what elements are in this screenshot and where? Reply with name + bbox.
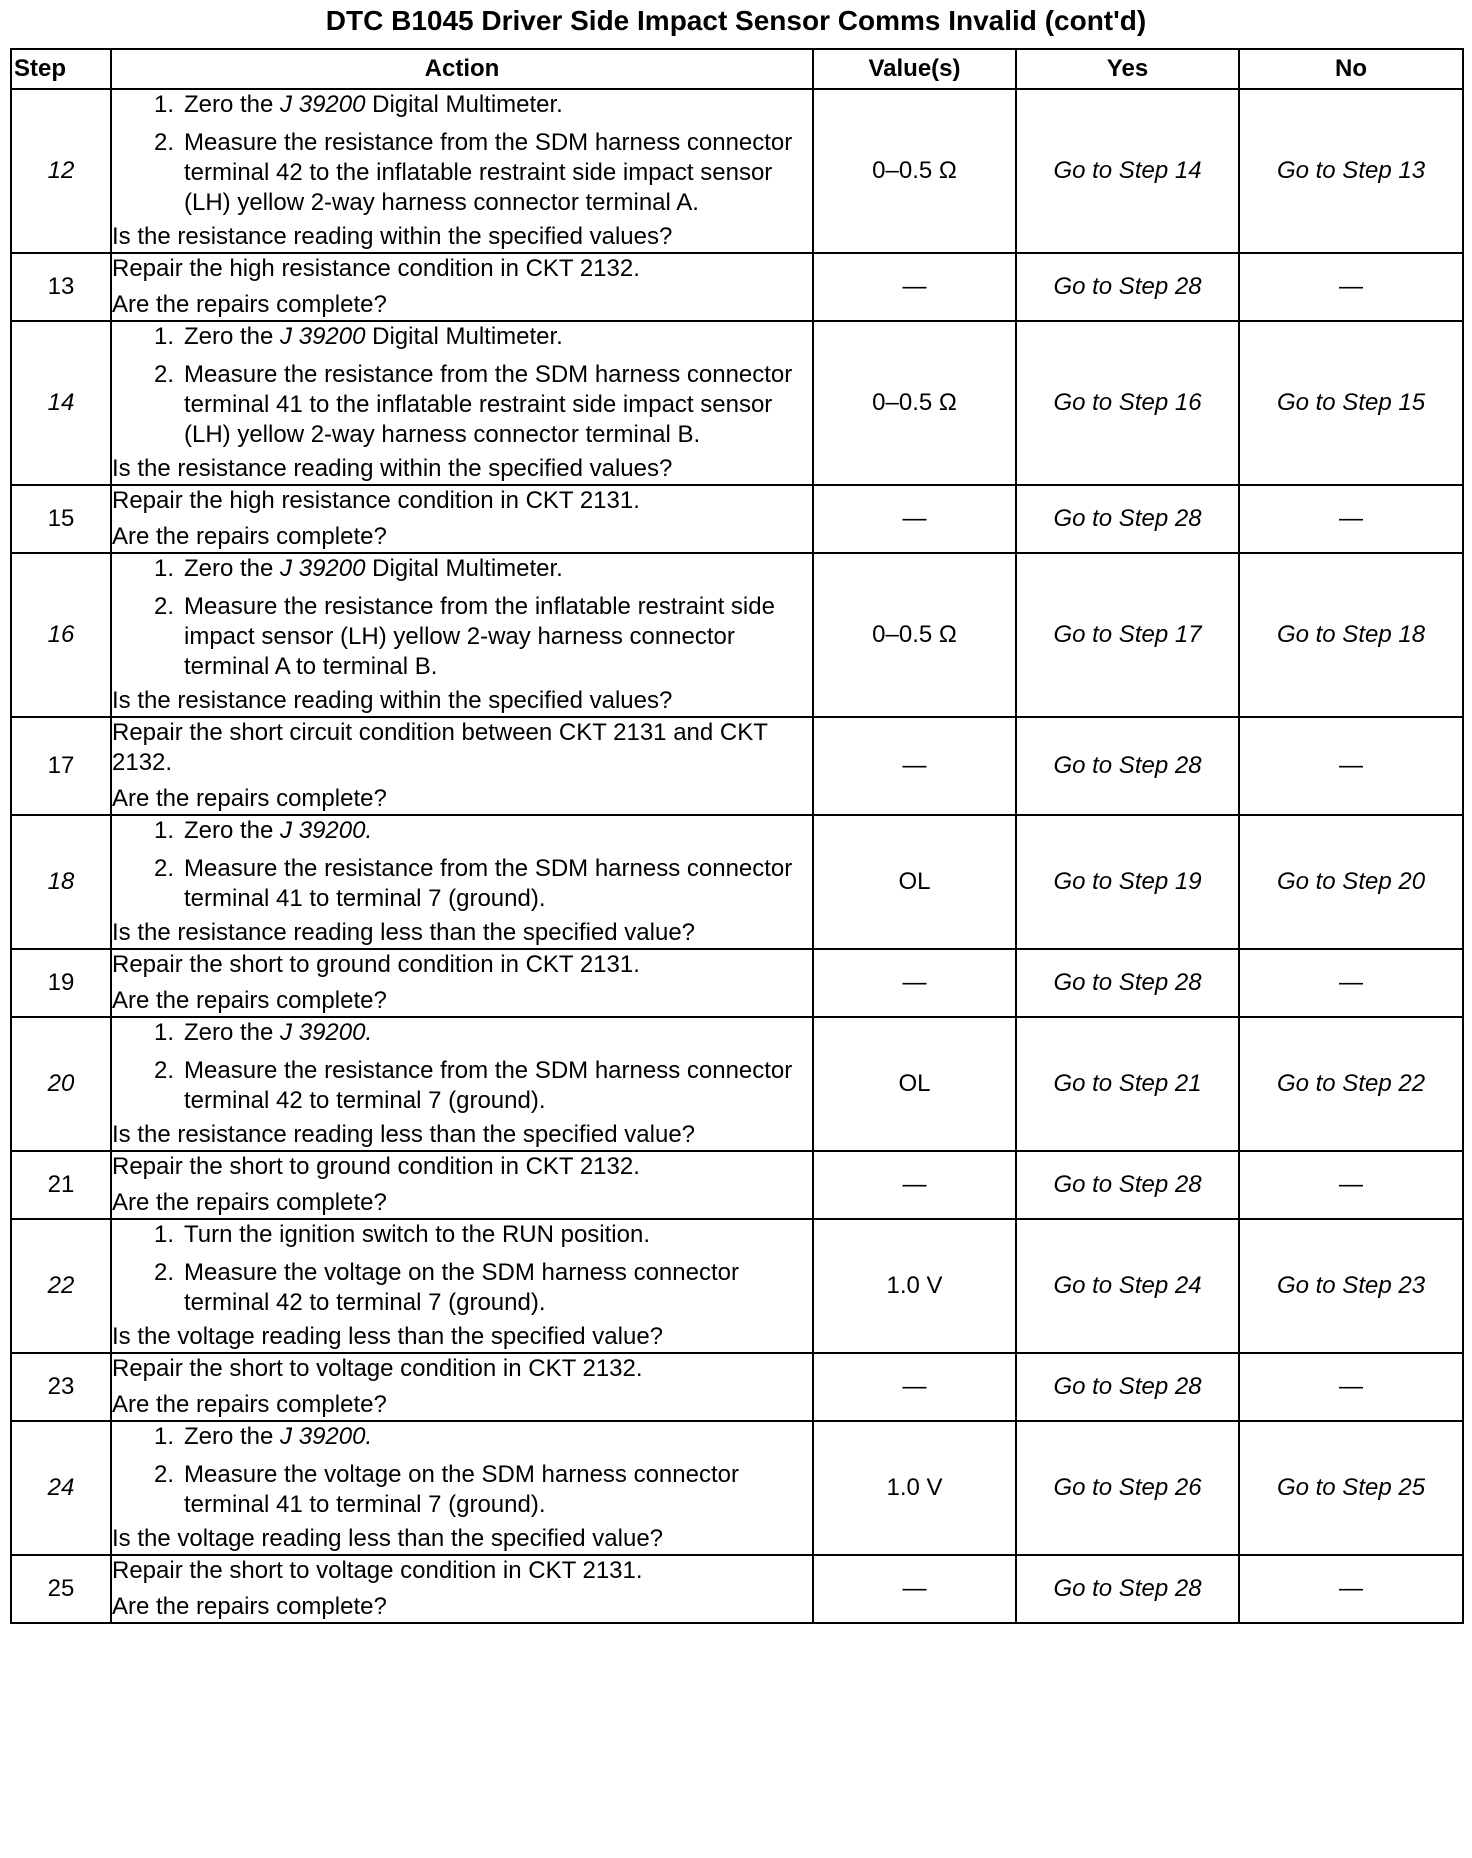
header-step: Step xyxy=(11,49,111,89)
substep-text-pre: Measure the resistance from the inflatable restraint side impact sensor (LH) yellow 2-way harness connector terminal A to terminal B. xyxy=(184,593,775,680)
step-number: 22 xyxy=(11,1219,111,1353)
substep-text-post: Digital Multimeter. xyxy=(365,555,563,582)
action-substep xyxy=(112,592,812,682)
action-substep xyxy=(112,360,812,450)
substep-number: 1. xyxy=(153,1221,174,1248)
no-result: Go to Step 25 xyxy=(1239,1421,1463,1555)
action-question: Are the repairs complete? xyxy=(112,1593,387,1620)
header-no: No xyxy=(1239,49,1463,89)
substep-number: 2. xyxy=(153,129,174,156)
no-result: Go to Step 20 xyxy=(1239,815,1463,949)
table-row xyxy=(11,1017,1463,1151)
substep-text-pre: Measure the resistance from the SDM harness connector terminal 41 to terminal 7 (ground). xyxy=(184,855,793,912)
action-question: Are the repairs complete? xyxy=(112,785,387,812)
step-number: 21 xyxy=(11,1151,111,1219)
action-substep xyxy=(112,816,812,846)
substep-text-pre: Measure the voltage on the SDM harness connector terminal 41 to terminal 7 (ground). xyxy=(184,1461,739,1518)
substep-number: 2. xyxy=(153,855,174,882)
substep-text xyxy=(184,854,812,914)
header-action: Action xyxy=(111,49,813,89)
substep-number: 2. xyxy=(153,593,174,620)
step-number: 16 xyxy=(11,553,111,717)
no-result: — xyxy=(1239,1353,1463,1421)
substep-number: 2. xyxy=(153,361,174,388)
value-cell: — xyxy=(813,717,1016,815)
table-row xyxy=(11,1353,1463,1421)
action-text: Repair the short circuit condition between CKT 2131 and CKT 2132. xyxy=(112,719,768,776)
no-result: — xyxy=(1239,485,1463,553)
no-result: — xyxy=(1239,717,1463,815)
substep-text xyxy=(184,1258,812,1318)
diagnostic-table xyxy=(10,48,1464,1624)
step-number: 14 xyxy=(11,321,111,485)
action-text: Repair the short to ground condition in CKT 2131. xyxy=(112,951,640,978)
step-number: 15 xyxy=(11,485,111,553)
substep-number: 2. xyxy=(153,1461,174,1488)
substep-text-pre: Turn the ignition switch to the RUN position. xyxy=(184,1221,650,1248)
action-cell xyxy=(111,89,813,253)
action-text: Repair the short to voltage condition in CKT 2132. xyxy=(112,1355,643,1382)
table-row xyxy=(11,89,1463,253)
action-text: Repair the short to voltage condition in CKT 2131. xyxy=(112,1557,643,1584)
action-substep xyxy=(112,854,812,914)
action-substep xyxy=(112,128,812,218)
action-question: Is the voltage reading less than the specified value? xyxy=(112,1323,664,1350)
substep-text xyxy=(184,128,812,218)
no-result: — xyxy=(1239,253,1463,321)
table-body xyxy=(11,89,1463,1623)
substep-number: 1. xyxy=(153,817,174,844)
action-cell xyxy=(111,1421,813,1555)
substep-text-pre: Measure the voltage on the SDM harness connector terminal 42 to terminal 7 (ground). xyxy=(184,1259,739,1316)
step-number: 20 xyxy=(11,1017,111,1151)
substep-text-post: Digital Multimeter. xyxy=(365,323,563,350)
action-cell xyxy=(111,253,813,321)
yes-result: Go to Step 14 xyxy=(1016,89,1239,253)
action-substep xyxy=(112,1018,812,1048)
value-cell: — xyxy=(813,1353,1016,1421)
yes-result: Go to Step 17 xyxy=(1016,553,1239,717)
table-row xyxy=(11,1421,1463,1555)
action-question: Is the resistance reading within the specified values? xyxy=(112,455,673,482)
step-number: 18 xyxy=(11,815,111,949)
table-row xyxy=(11,253,1463,321)
yes-result: Go to Step 28 xyxy=(1016,1151,1239,1219)
substep-text-pre: Zero the xyxy=(184,323,281,350)
action-question: Is the voltage reading less than the specified value? xyxy=(112,1525,664,1552)
table-row xyxy=(11,1219,1463,1353)
yes-result: Go to Step 28 xyxy=(1016,1555,1239,1623)
yes-result: Go to Step 28 xyxy=(1016,717,1239,815)
table-row xyxy=(11,949,1463,1017)
step-number: 13 xyxy=(11,253,111,321)
yes-result: Go to Step 28 xyxy=(1016,949,1239,1017)
header-values: Value(s) xyxy=(813,49,1016,89)
substep-text xyxy=(184,1056,812,1116)
substep-text xyxy=(184,90,812,120)
substep-text-pre: Zero the xyxy=(184,555,281,582)
table-row xyxy=(11,321,1463,485)
step-number: 24 xyxy=(11,1421,111,1555)
substep-text-pre: Zero the xyxy=(184,817,281,844)
tool-reference: J 39200. xyxy=(280,1423,373,1450)
table-row xyxy=(11,717,1463,815)
yes-result: Go to Step 28 xyxy=(1016,1353,1239,1421)
value-cell: 0–0.5 Ω xyxy=(813,89,1016,253)
substep-number: 1. xyxy=(153,1019,174,1046)
action-substep xyxy=(112,1258,812,1318)
no-result: Go to Step 22 xyxy=(1239,1017,1463,1151)
yes-result: Go to Step 19 xyxy=(1016,815,1239,949)
value-cell: 0–0.5 Ω xyxy=(813,321,1016,485)
action-cell xyxy=(111,1151,813,1219)
action-cell xyxy=(111,1219,813,1353)
table-row xyxy=(11,1555,1463,1623)
action-question: Are the repairs complete? xyxy=(112,291,387,318)
action-question: Are the repairs complete? xyxy=(112,523,387,550)
substep-text xyxy=(184,322,812,352)
action-question: Is the resistance reading less than the specified value? xyxy=(112,919,696,946)
substep-text xyxy=(184,1422,812,1452)
action-cell xyxy=(111,1555,813,1623)
action-text: Repair the short to ground condition in CKT 2132. xyxy=(112,1153,640,1180)
table-header-row xyxy=(11,49,1463,89)
yes-result: Go to Step 16 xyxy=(1016,321,1239,485)
no-result: Go to Step 15 xyxy=(1239,321,1463,485)
no-result: — xyxy=(1239,949,1463,1017)
action-substep xyxy=(112,90,812,120)
tool-reference: J 39200. xyxy=(280,817,373,844)
action-text: Repair the high resistance condition in CKT 2132. xyxy=(112,255,640,282)
action-substep xyxy=(112,1422,812,1452)
substep-text-pre: Measure the resistance from the SDM harness connector terminal 42 to the inflatable restraint side impact sensor (LH) yellow 2-way harness connector terminal A. xyxy=(184,129,793,216)
action-cell xyxy=(111,717,813,815)
action-question: Is the resistance reading within the specified values? xyxy=(112,687,673,714)
step-number: 23 xyxy=(11,1353,111,1421)
action-cell xyxy=(111,949,813,1017)
substep-number: 2. xyxy=(153,1259,174,1286)
yes-result: Go to Step 28 xyxy=(1016,253,1239,321)
substep-number: 2. xyxy=(153,1057,174,1084)
substep-text xyxy=(184,1018,812,1048)
action-cell xyxy=(111,1017,813,1151)
step-number: 19 xyxy=(11,949,111,1017)
action-cell xyxy=(111,553,813,717)
action-substep xyxy=(112,554,812,584)
step-number: 17 xyxy=(11,717,111,815)
substep-text xyxy=(184,360,812,450)
table-row xyxy=(11,815,1463,949)
value-cell: — xyxy=(813,253,1016,321)
action-cell xyxy=(111,321,813,485)
header-yes: Yes xyxy=(1016,49,1239,89)
tool-reference: J 39200. xyxy=(280,1019,373,1046)
tool-reference: J 39200 xyxy=(280,555,366,582)
page-title: DTC B1045 Driver Side Impact Sensor Comms Invalid (cont'd) xyxy=(325,5,1147,36)
table-row xyxy=(11,1151,1463,1219)
substep-text xyxy=(184,1220,812,1250)
no-result: Go to Step 13 xyxy=(1239,89,1463,253)
no-result: — xyxy=(1239,1151,1463,1219)
action-question: Is the resistance reading less than the specified value? xyxy=(112,1121,696,1148)
substep-number: 1. xyxy=(153,91,174,118)
value-cell: — xyxy=(813,485,1016,553)
action-substep xyxy=(112,1056,812,1116)
tool-reference: J 39200 xyxy=(280,323,366,350)
no-result: Go to Step 23 xyxy=(1239,1219,1463,1353)
step-number: 25 xyxy=(11,1555,111,1623)
substep-text-pre: Measure the resistance from the SDM harness connector terminal 41 to the inflatable restraint side impact sensor (LH) yellow 2-way harness connector terminal B. xyxy=(184,361,793,448)
yes-result: Go to Step 21 xyxy=(1016,1017,1239,1151)
action-substep xyxy=(112,1220,812,1250)
table-row xyxy=(11,485,1463,553)
no-result: — xyxy=(1239,1555,1463,1623)
value-cell: — xyxy=(813,949,1016,1017)
action-cell xyxy=(111,485,813,553)
substep-text-pre: Zero the xyxy=(184,1019,281,1046)
substep-text xyxy=(184,592,812,682)
yes-result: Go to Step 24 xyxy=(1016,1219,1239,1353)
value-cell: OL xyxy=(813,1017,1016,1151)
action-question: Is the resistance reading within the specified values? xyxy=(112,223,673,250)
substep-text-post: Digital Multimeter. xyxy=(365,91,563,118)
value-cell: 0–0.5 Ω xyxy=(813,553,1016,717)
action-question: Are the repairs complete? xyxy=(112,1189,387,1216)
substep-text xyxy=(184,554,812,584)
table-row xyxy=(11,553,1463,717)
yes-result: Go to Step 28 xyxy=(1016,485,1239,553)
value-cell: — xyxy=(813,1555,1016,1623)
yes-result: Go to Step 26 xyxy=(1016,1421,1239,1555)
substep-number: 1. xyxy=(153,323,174,350)
tool-reference: J 39200 xyxy=(280,91,366,118)
value-cell: OL xyxy=(813,815,1016,949)
no-result: Go to Step 18 xyxy=(1239,553,1463,717)
action-question: Are the repairs complete? xyxy=(112,1391,387,1418)
step-number: 12 xyxy=(11,89,111,253)
action-substep xyxy=(112,322,812,352)
value-cell: 1.0 V xyxy=(813,1219,1016,1353)
action-substep xyxy=(112,1460,812,1520)
substep-number: 1. xyxy=(153,1423,174,1450)
action-cell xyxy=(111,815,813,949)
substep-number: 1. xyxy=(153,555,174,582)
substep-text-pre: Measure the resistance from the SDM harness connector terminal 42 to terminal 7 (ground). xyxy=(184,1057,793,1114)
substep-text xyxy=(184,1460,812,1520)
substep-text-pre: Zero the xyxy=(184,1423,281,1450)
substep-text-pre: Zero the xyxy=(184,91,281,118)
value-cell: — xyxy=(813,1151,1016,1219)
action-cell xyxy=(111,1353,813,1421)
action-text: Repair the high resistance condition in CKT 2131. xyxy=(112,487,640,514)
value-cell: 1.0 V xyxy=(813,1421,1016,1555)
action-question: Are the repairs complete? xyxy=(112,987,387,1014)
substep-text xyxy=(184,816,812,846)
